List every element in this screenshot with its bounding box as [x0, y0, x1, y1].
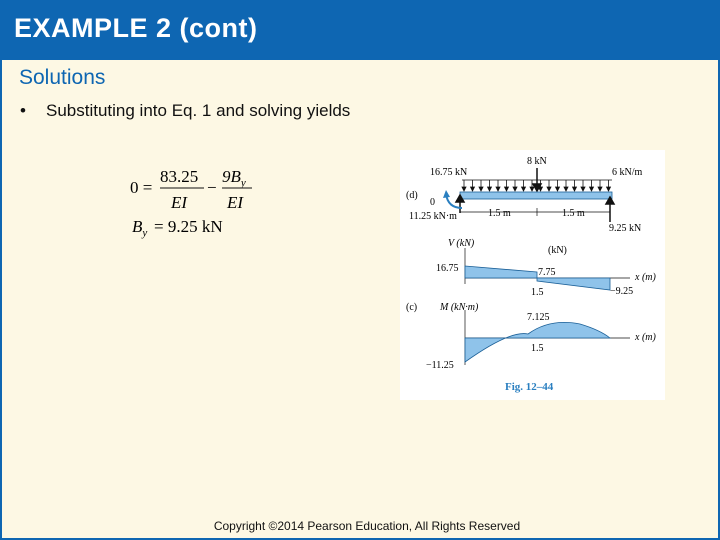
reaction-left-label: 16.75 kN	[430, 167, 468, 178]
span-2-label: 1.5 m	[562, 208, 585, 219]
zero-label: 0	[430, 197, 435, 208]
copyright-footer: Copyright ©2014 Pearson Education, All Rights Reserved	[213, 519, 521, 533]
moment-left-label: 11.25 kN·m	[409, 211, 457, 222]
part-d-label: (d)	[406, 190, 418, 201]
bullet-marker: •	[20, 101, 26, 120]
moment-x-label: x (m)	[635, 332, 656, 343]
eq2-lhs: $B_y$	[132, 217, 148, 239]
eq1-numerator-2: $9B_y$	[222, 167, 246, 189]
eq1-denominator-1: EI	[171, 193, 188, 212]
bullet-item	[20, 101, 350, 121]
eq1-minus: −	[207, 178, 217, 197]
shear-unit-label: (kN)	[548, 245, 567, 256]
shear-value-left: 16.75	[436, 263, 459, 274]
moment-value-peak: 7.125	[527, 312, 550, 323]
figure-caption: Fig. 12–44	[505, 381, 554, 393]
section-heading: Solutions	[19, 66, 106, 89]
shear-axis-label: V (kN)	[448, 238, 475, 249]
beam	[460, 192, 612, 199]
eq1-denominator-2: EI	[227, 193, 244, 212]
reaction-right-label: 9.25 kN	[609, 223, 642, 234]
equation-block	[128, 160, 278, 250]
moment-x-tick: 1.5	[531, 343, 544, 354]
eq2-rhs: = 9.25 kN	[154, 217, 223, 236]
moment-axis-label: M (kN·m)	[440, 302, 479, 313]
point-load-label: 8 kN	[527, 156, 547, 167]
shear-value-right: −9.25	[610, 286, 634, 297]
span-1-label: 1.5 m	[488, 208, 511, 219]
part-c-label: (c)	[406, 302, 418, 313]
distributed-load-label: 6 kN/m	[612, 167, 643, 178]
moment-value-left: −11.25	[426, 360, 454, 371]
shear-x-label: x (m)	[635, 272, 656, 283]
bullet-label: Substituting into Eq. 1 and solving yields	[46, 101, 351, 120]
beam-figure	[400, 150, 665, 400]
eq1-lhs: 0 =	[130, 178, 153, 197]
slide-title: EXAMPLE 2 (cont)	[14, 13, 258, 43]
shear-value-mid: 7.75	[538, 267, 556, 278]
shear-x-tick: 1.5	[531, 287, 544, 298]
eq1-numerator-1: 83.25	[160, 167, 199, 186]
